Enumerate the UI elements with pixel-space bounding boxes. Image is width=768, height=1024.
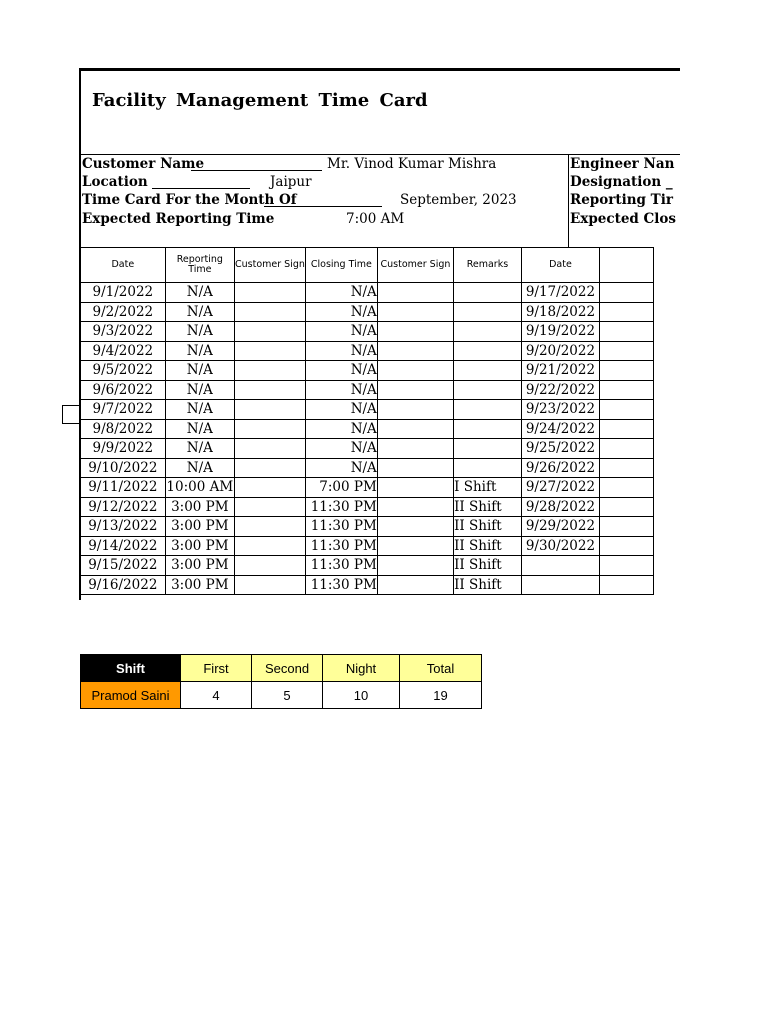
cell-customer-sign [234, 517, 305, 537]
cell-date-right: 9/18/2022 [521, 302, 599, 322]
month-value: September, 2023 [400, 192, 517, 208]
cell-empty [600, 556, 654, 576]
customer-name-value: Mr. Vinod Kumar Mishra [327, 156, 497, 172]
cell-date: 9/14/2022 [81, 536, 166, 556]
table-row [81, 497, 654, 517]
cell-date: 9/2/2022 [81, 302, 166, 322]
cell-reporting-time: N/A [165, 361, 234, 381]
cell-reporting-time: N/A [165, 419, 234, 439]
cell-closing-time: 7:00 PM [305, 478, 377, 498]
table-row [81, 322, 654, 342]
cell-empty [600, 497, 654, 517]
cell-empty [600, 517, 654, 537]
cell-remarks [454, 380, 522, 400]
cell-remarks [454, 283, 522, 303]
month-blank [264, 206, 382, 208]
info-divider [568, 154, 569, 248]
cell-date: 9/4/2022 [81, 341, 166, 361]
summary-header-first: First [181, 655, 252, 682]
cell-reporting-time: N/A [165, 322, 234, 342]
cell-customer-sign-2 [377, 361, 453, 381]
designation-label: Designation _ [570, 174, 673, 190]
engineer-name-label: Engineer Nan [570, 156, 675, 172]
cell-customer-sign-2 [377, 478, 453, 498]
cell-customer-sign [234, 302, 305, 322]
cell-date-right: 9/29/2022 [521, 517, 599, 537]
summary-night-count: 10 [323, 682, 400, 709]
cell-date: 9/15/2022 [81, 556, 166, 576]
cell-reporting-time: N/A [165, 283, 234, 303]
cell-date: 9/9/2022 [81, 439, 166, 459]
cell-customer-sign [234, 478, 305, 498]
cell-empty [600, 458, 654, 478]
cell-remarks [454, 361, 522, 381]
cell-reporting-time: N/A [165, 400, 234, 420]
cell-reporting-time: 10:00 AM [166, 479, 234, 496]
cell-customer-sign-2 [377, 497, 453, 517]
cell-reporting-time: 3:00 PM [165, 575, 234, 595]
cell-customer-sign [234, 380, 305, 400]
cell-reporting-time: N/A [165, 341, 234, 361]
page-title: Facility Management Time Card [92, 90, 428, 111]
cell-date: 9/5/2022 [81, 361, 166, 381]
cell-closing-time: N/A [305, 439, 377, 459]
customer-name-blank [191, 170, 322, 172]
table-row [81, 361, 654, 381]
cell-customer-sign-2 [377, 283, 453, 303]
cell-empty [600, 478, 654, 498]
cell-empty [600, 575, 654, 595]
cell-reporting-time: N/A [165, 439, 234, 459]
cell-closing-time: N/A [305, 458, 377, 478]
cell-remarks: II Shift [454, 536, 522, 556]
header-customer-sign-2: Customer Sign [377, 248, 453, 283]
header-remarks: Remarks [454, 248, 522, 283]
reporting-time-label: Reporting Tir [570, 192, 673, 208]
expected-closing-label: Expected Clos [570, 211, 677, 227]
cell-date: 9/12/2022 [81, 497, 166, 517]
cell-closing-time: N/A [305, 322, 377, 342]
cell-empty [600, 322, 654, 342]
cell-empty [600, 400, 654, 420]
cell-empty [600, 302, 654, 322]
cell-date-right: 9/22/2022 [521, 380, 599, 400]
cell-date-right: 9/20/2022 [521, 341, 599, 361]
location-blank [152, 188, 250, 190]
cell-customer-sign [234, 322, 305, 342]
shift-summary-table [80, 654, 482, 709]
cell-empty [600, 341, 654, 361]
cell-date: 9/10/2022 [81, 458, 166, 478]
cell-reporting-time: 3:00 PM [165, 497, 234, 517]
table-header-row [81, 248, 654, 283]
cell-date: 9/6/2022 [81, 380, 166, 400]
cell-closing-time: 11:30 PM [305, 556, 377, 576]
cell-closing-time: N/A [305, 283, 377, 303]
cell-date: 9/1/2022 [81, 283, 166, 303]
summary-header-row [81, 655, 482, 682]
expected-reporting-value: 7:00 AM [346, 211, 405, 227]
table-row [81, 302, 654, 322]
table-row [81, 380, 654, 400]
cell-date-right: 9/25/2022 [521, 439, 599, 459]
cell-date-right: 9/26/2022 [521, 458, 599, 478]
cell-closing-time: N/A [305, 419, 377, 439]
cell-customer-sign [234, 361, 305, 381]
cell-remarks [454, 458, 522, 478]
cell-customer-sign [234, 575, 305, 595]
cell-closing-time: N/A [305, 361, 377, 381]
cell-reporting-time: N/A [165, 380, 234, 400]
cell-closing-time: N/A [305, 400, 377, 420]
table-row [81, 478, 654, 498]
cell-customer-sign [234, 556, 305, 576]
cell-reporting-time: 3:00 PM [165, 536, 234, 556]
table-row [81, 439, 654, 459]
cell-customer-sign-2 [377, 439, 453, 459]
header-reporting-time: Reporting Time [165, 248, 234, 283]
cell-closing-time: 11:30 PM [305, 575, 377, 595]
table-row [81, 400, 654, 420]
expected-reporting-label: Expected Reporting Time [82, 211, 275, 227]
location-label: Location [82, 174, 148, 190]
cell-customer-sign-2 [377, 575, 453, 595]
cell-empty [600, 419, 654, 439]
summary-header-shift: Shift [81, 655, 181, 682]
cell-remarks [454, 302, 522, 322]
month-label: Time Card For the Month Of [82, 192, 297, 208]
cell-customer-sign-2 [377, 517, 453, 537]
cell-remarks [454, 341, 522, 361]
table-row [81, 575, 654, 595]
cell-empty [600, 380, 654, 400]
cell-remarks: II Shift [454, 497, 522, 517]
cell-customer-sign-2 [377, 322, 453, 342]
cell-date: 9/13/2022 [81, 517, 166, 537]
cell-customer-sign-2 [377, 380, 453, 400]
cell-customer-sign [234, 536, 305, 556]
cell-closing-time: 11:30 PM [305, 497, 377, 517]
selected-cell-marker [62, 405, 80, 424]
cell-date: 9/3/2022 [81, 322, 166, 342]
cell-remarks [454, 439, 522, 459]
cell-customer-sign [234, 497, 305, 517]
cell-date: 9/7/2022 [81, 400, 166, 420]
time-card-table [80, 247, 654, 595]
cell-date-right [521, 575, 599, 595]
table-row [81, 458, 654, 478]
cell-remarks [454, 419, 522, 439]
cell-reporting-time: 3:00 PM [165, 556, 234, 576]
cell-empty [600, 283, 654, 303]
cell-remarks [454, 400, 522, 420]
cell-empty [600, 536, 654, 556]
cell-date-right [521, 556, 599, 576]
cell-closing-time: N/A [305, 341, 377, 361]
header-date-right: Date [521, 248, 599, 283]
cell-date: 9/16/2022 [81, 575, 166, 595]
cell-closing-time: N/A [305, 302, 377, 322]
cell-remarks: II Shift [454, 517, 522, 537]
cell-customer-sign [234, 439, 305, 459]
top-border [80, 68, 680, 71]
summary-employee-name: Pramod Saini [81, 682, 181, 709]
cell-date-right: 9/28/2022 [521, 497, 599, 517]
cell-date-right: 9/17/2022 [521, 283, 599, 303]
cell-closing-time: N/A [305, 380, 377, 400]
cell-date-right: 9/27/2022 [521, 478, 599, 498]
table-row [81, 419, 654, 439]
cell-closing-time: 11:30 PM [305, 517, 377, 537]
table-row [81, 556, 654, 576]
cell-reporting-time: N/A [165, 302, 234, 322]
summary-second-count: 5 [252, 682, 323, 709]
cell-customer-sign-2 [377, 302, 453, 322]
cell-date-right: 9/19/2022 [521, 322, 599, 342]
cell-customer-sign [234, 458, 305, 478]
cell-reporting-time: 3:00 PM [165, 517, 234, 537]
cell-customer-sign [234, 341, 305, 361]
summary-data-row [81, 682, 482, 709]
cell-empty [600, 439, 654, 459]
cell-date-right: 9/21/2022 [521, 361, 599, 381]
cell-customer-sign-2 [377, 458, 453, 478]
cell-empty [600, 361, 654, 381]
summary-header-total: Total [400, 655, 482, 682]
table-row [81, 283, 654, 303]
cell-customer-sign [234, 400, 305, 420]
cell-date-right: 9/23/2022 [521, 400, 599, 420]
cell-customer-sign-2 [377, 556, 453, 576]
cell-remarks: II Shift [454, 556, 522, 576]
location-value: Jaipur [270, 174, 312, 190]
table-row [81, 341, 654, 361]
cell-date-right: 9/24/2022 [521, 419, 599, 439]
customer-name-label: Customer Name [82, 156, 205, 172]
header-customer-sign: Customer Sign [234, 248, 305, 283]
cell-customer-sign-2 [377, 536, 453, 556]
header-date: Date [81, 248, 166, 283]
cell-closing-time: 11:30 PM [305, 536, 377, 556]
table-row [81, 517, 654, 537]
header-divider [80, 154, 680, 155]
cell-customer-sign-2 [377, 400, 453, 420]
cell-customer-sign [234, 419, 305, 439]
cell-customer-sign-2 [377, 419, 453, 439]
table-row [81, 536, 654, 556]
cell-date-right: 9/30/2022 [521, 536, 599, 556]
cell-remarks: I Shift [454, 478, 522, 498]
summary-header-second: Second [252, 655, 323, 682]
cell-remarks: II Shift [454, 575, 522, 595]
cell-date: 9/11/2022 [81, 478, 166, 498]
summary-first-count: 4 [181, 682, 252, 709]
cell-customer-sign [234, 283, 305, 303]
summary-total-count: 19 [400, 682, 482, 709]
summary-header-night: Night [323, 655, 400, 682]
cell-date: 9/8/2022 [81, 419, 166, 439]
header-empty [600, 248, 654, 283]
header-closing-time: Closing Time [305, 248, 377, 283]
cell-remarks [454, 322, 522, 342]
cell-customer-sign-2 [377, 341, 453, 361]
cell-reporting-time: N/A [165, 458, 234, 478]
